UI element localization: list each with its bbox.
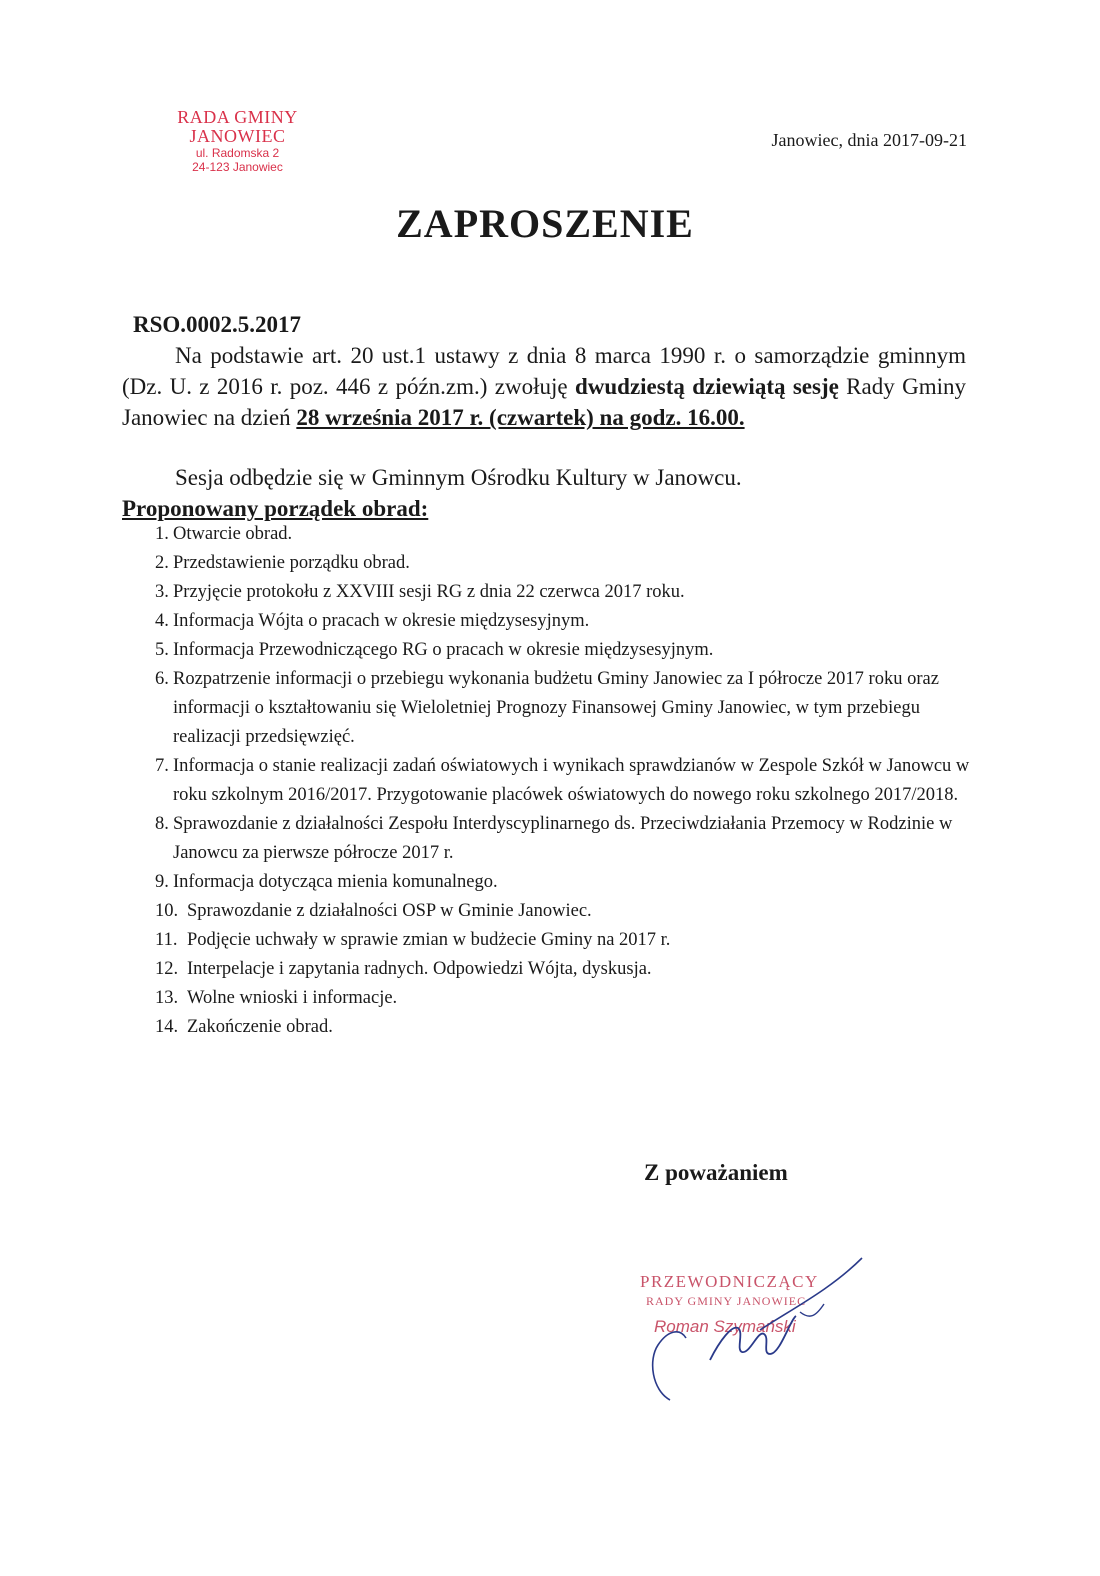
invitation-paragraph [122,340,966,433]
agenda-item-text: Sprawozdanie z działalności Zespołu Interdyscyplinarnego ds. Przeciwdziałania Przemocy w Rodzinie w Janowcu za pierwsze półrocze 2017 r. [173,814,953,863]
agenda-item-text: Sprawozdanie z działalności OSP w Gminie Janowiec. [187,901,592,921]
chairman-role: PRZEWODNICZĄCY [640,1272,819,1291]
agenda-item-text: Informacja o stanie realizacji zadań oświatowych i wynikach sprawdzianów w Zespole Szkół w Janowcu w roku szkolnym 2016/2017. Przygotowanie placówek oświatowych do nowego roku szkolnego 2017/2018. [173,756,970,805]
agenda-list [155,520,975,1042]
stamp-line-1: RADA GMINY [177,107,298,127]
agenda-item-text: Interpelacje i zapytania radnych. Odpowiedzi Wójta, dyskusja. [187,959,652,979]
agenda-item-number: 9. [155,872,169,892]
session-venue: Sesja odbędzie się w Gminnym Ośrodku Kultury w Janowcu. [175,465,742,490]
document-date: Janowiec, dnia 2017-09-21 [771,130,967,150]
agenda-item [155,520,975,549]
agenda-item-number: 14. [155,1017,179,1037]
session-number: dwudziestą dziewiątą sesję [574,374,839,399]
council-stamp [150,108,325,173]
agenda-item [155,752,975,810]
agenda-item-text: Informacja dotycząca mienia komunalnego. [173,872,498,892]
agenda-item [155,955,975,984]
agenda-item [155,926,975,955]
chairman-name: Roman Szymański [654,1317,796,1336]
stamp-line-3: ul. Radomska 2 [195,146,280,160]
stamp-line-2: JANOWIEC [189,126,286,146]
agenda-item-number: 8. [155,814,169,834]
agenda-item-number: 11. [155,930,178,950]
agenda-item-text: Informacja Przewodniczącego RG o pracach w okresie międzysesyjnym. [173,640,714,660]
agenda-item-number: 7. [155,756,169,776]
agenda-item-number: 2. [155,553,169,573]
agenda-item-number: 5. [155,640,169,660]
agenda-item [155,897,975,926]
agenda-item [155,1013,975,1042]
agenda-item-text: Zakończenie obrad. [187,1017,333,1037]
agenda-item [155,868,975,897]
agenda-item [155,810,975,868]
agenda-item-text: Podjęcie uchwały w sprawie zmian w budżecie Gminy na 2017 r. [187,930,671,950]
paragraph-part-1: Na podstawie art. 20 ust.1 ustawy z dnia 8 marca 1990 r. o samorządzie gminnym (Dz. U. z 2016 r. poz. 446 z późn.zm.) zwołuję [122,343,966,399]
agenda-item-text: Przyjęcie protokołu z XXVIII sesji RG z dnia 22 czerwca 2017 roku. [173,582,685,602]
agenda-item-text: Informacja Wójta o pracach w okresie międzysesyjnym. [173,611,590,631]
agenda-item-number: 10. [155,901,179,921]
agenda-item-text: Otwarcie obrad. [173,524,293,544]
agenda-item-number: 12. [155,959,179,979]
agenda-item [155,665,975,752]
agenda-item-text: Wolne wnioski i informacje. [187,988,398,1008]
agenda-item [155,549,975,578]
agenda-item-number: 4. [155,611,169,631]
agenda-item-number: 13. [155,988,179,1008]
agenda-item [155,636,975,665]
agenda-item-number: 6. [155,669,169,689]
agenda-item-text: Przedstawienie porządku obrad. [173,553,410,573]
handwritten-signature [640,1250,880,1410]
agenda-item [155,578,975,607]
agenda-item [155,984,975,1013]
chairman-org: RADY GMINY JANOWIEC [646,1294,807,1308]
agenda-title: Proponowany porządek obrad: [122,496,429,521]
closing-salutation: Z poważaniem [644,1160,788,1185]
agenda-item-text: Rozpatrzenie informacji o przebiegu wykonania budżetu Gminy Janowiec za I półrocze 2017 roku oraz informacji o kształtowaniu się Wieloletniej Prognozy Finansowej Gminy Janowiec, w tym przebiegu realizacji przedsięwzięć. [173,669,939,747]
paragraph-part-2: Rady Gminy Janowiec na dzień [122,374,966,430]
agenda-item [155,607,975,636]
reference-number: RSO.0002.5.2017 [133,312,302,337]
document-title: ZAPROSZENIE [396,201,694,246]
agenda-item-number: 1. [155,524,169,544]
session-date-time: 28 września 2017 r. (czwartek) na godz. 16.00. [296,405,745,430]
agenda-item-number: 3. [155,582,169,602]
stamp-line-4: 24-123 Janowiec [192,160,283,174]
